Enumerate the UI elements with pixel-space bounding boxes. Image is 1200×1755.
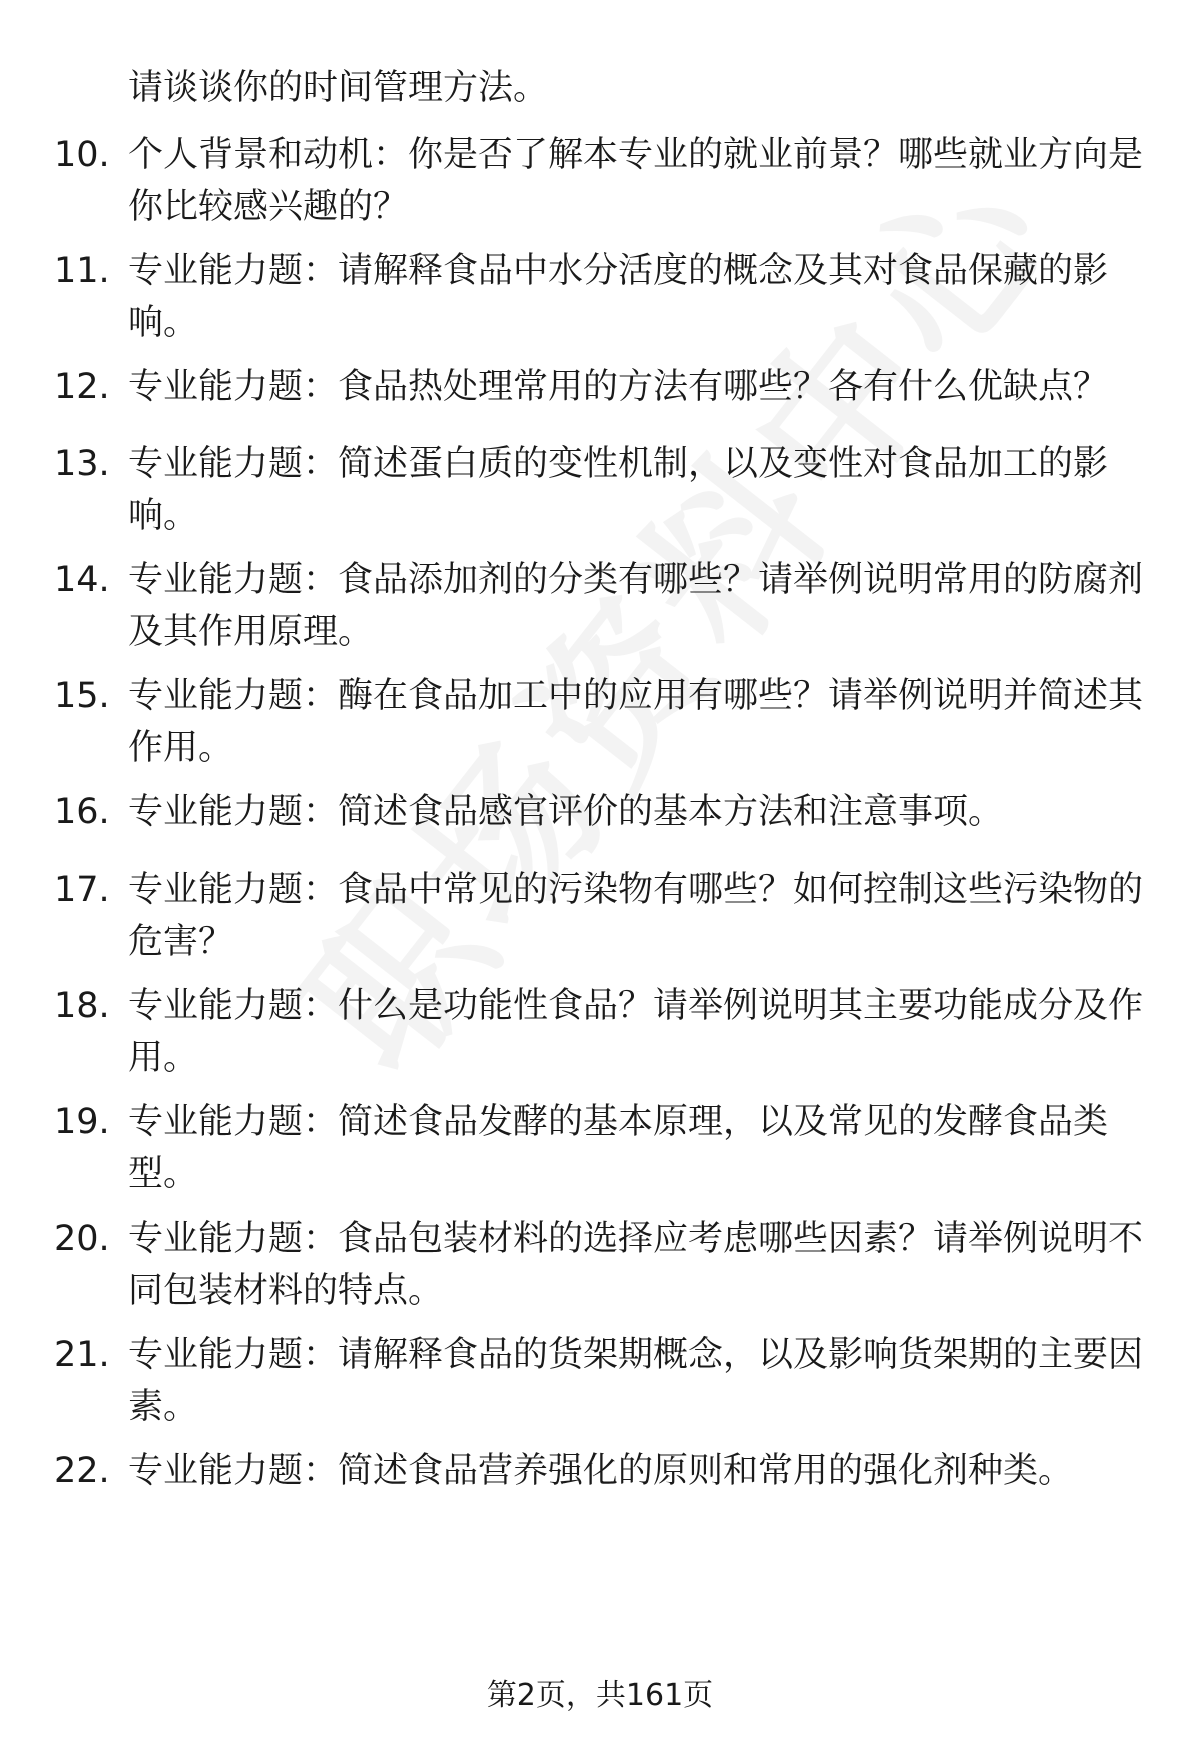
item-text: 专业能力题：简述食品感官评价的基本方法和注意事项。 bbox=[128, 792, 1004, 832]
item-text: 专业能力题：简述蛋白质的变性机制，以及变性对食品加工的影响。 bbox=[128, 444, 1109, 536]
item-number: 15. bbox=[54, 676, 110, 716]
item-number: 14. bbox=[54, 560, 110, 600]
continuation-text: 请谈谈你的时间管理方法。 bbox=[128, 68, 549, 108]
item-number: 10. bbox=[54, 135, 110, 175]
item-text: 专业能力题：食品包装材料的选择应考虑哪些因素？请举例说明不同包装材料的特点。 bbox=[128, 1219, 1144, 1311]
item-text: 专业能力题：简述食品营养强化的原则和常用的强化剂种类。 bbox=[128, 1451, 1074, 1491]
item-text: 专业能力题：食品添加剂的分类有哪些？请举例说明常用的防腐剂及其作用原理。 bbox=[128, 560, 1144, 652]
item-text: 专业能力题：简述食品发酵的基本原理，以及常见的发酵食品类型。 bbox=[128, 1102, 1109, 1194]
item-number: 20. bbox=[54, 1219, 110, 1259]
item-number: 21. bbox=[54, 1335, 110, 1375]
item-text: 专业能力题：请解释食品中水分活度的概念及其对食品保藏的影响。 bbox=[128, 251, 1109, 343]
item-text: 专业能力题：酶在食品加工中的应用有哪些？请举例说明并简述其作用。 bbox=[128, 676, 1144, 768]
item-number: 18. bbox=[54, 986, 110, 1026]
item-text: 专业能力题：食品中常见的污染物有哪些？如何控制这些污染物的危害？ bbox=[128, 870, 1144, 962]
item-text: 个人背景和动机：你是否了解本专业的就业前景？哪些就业方向是你比较感兴趣的？ bbox=[128, 135, 1144, 227]
item-number: 22. bbox=[54, 1451, 110, 1491]
page-footer: 第2页，共161页 bbox=[486, 1678, 714, 1713]
item-number: 12. bbox=[54, 367, 110, 407]
item-number: 11. bbox=[54, 251, 110, 291]
item-text: 专业能力题：请解释食品的货架期概念，以及影响货架期的主要因素。 bbox=[128, 1335, 1144, 1427]
item-number: 17. bbox=[54, 870, 110, 910]
item-number: 16. bbox=[54, 792, 110, 832]
item-text: 专业能力题：食品热处理常用的方法有哪些？各有什么优缺点？ bbox=[128, 367, 1109, 407]
item-number: 13. bbox=[54, 444, 110, 484]
item-number: 19. bbox=[54, 1102, 110, 1142]
item-text: 专业能力题：什么是功能性食品？请举例说明其主要功能成分及作用。 bbox=[128, 986, 1144, 1078]
